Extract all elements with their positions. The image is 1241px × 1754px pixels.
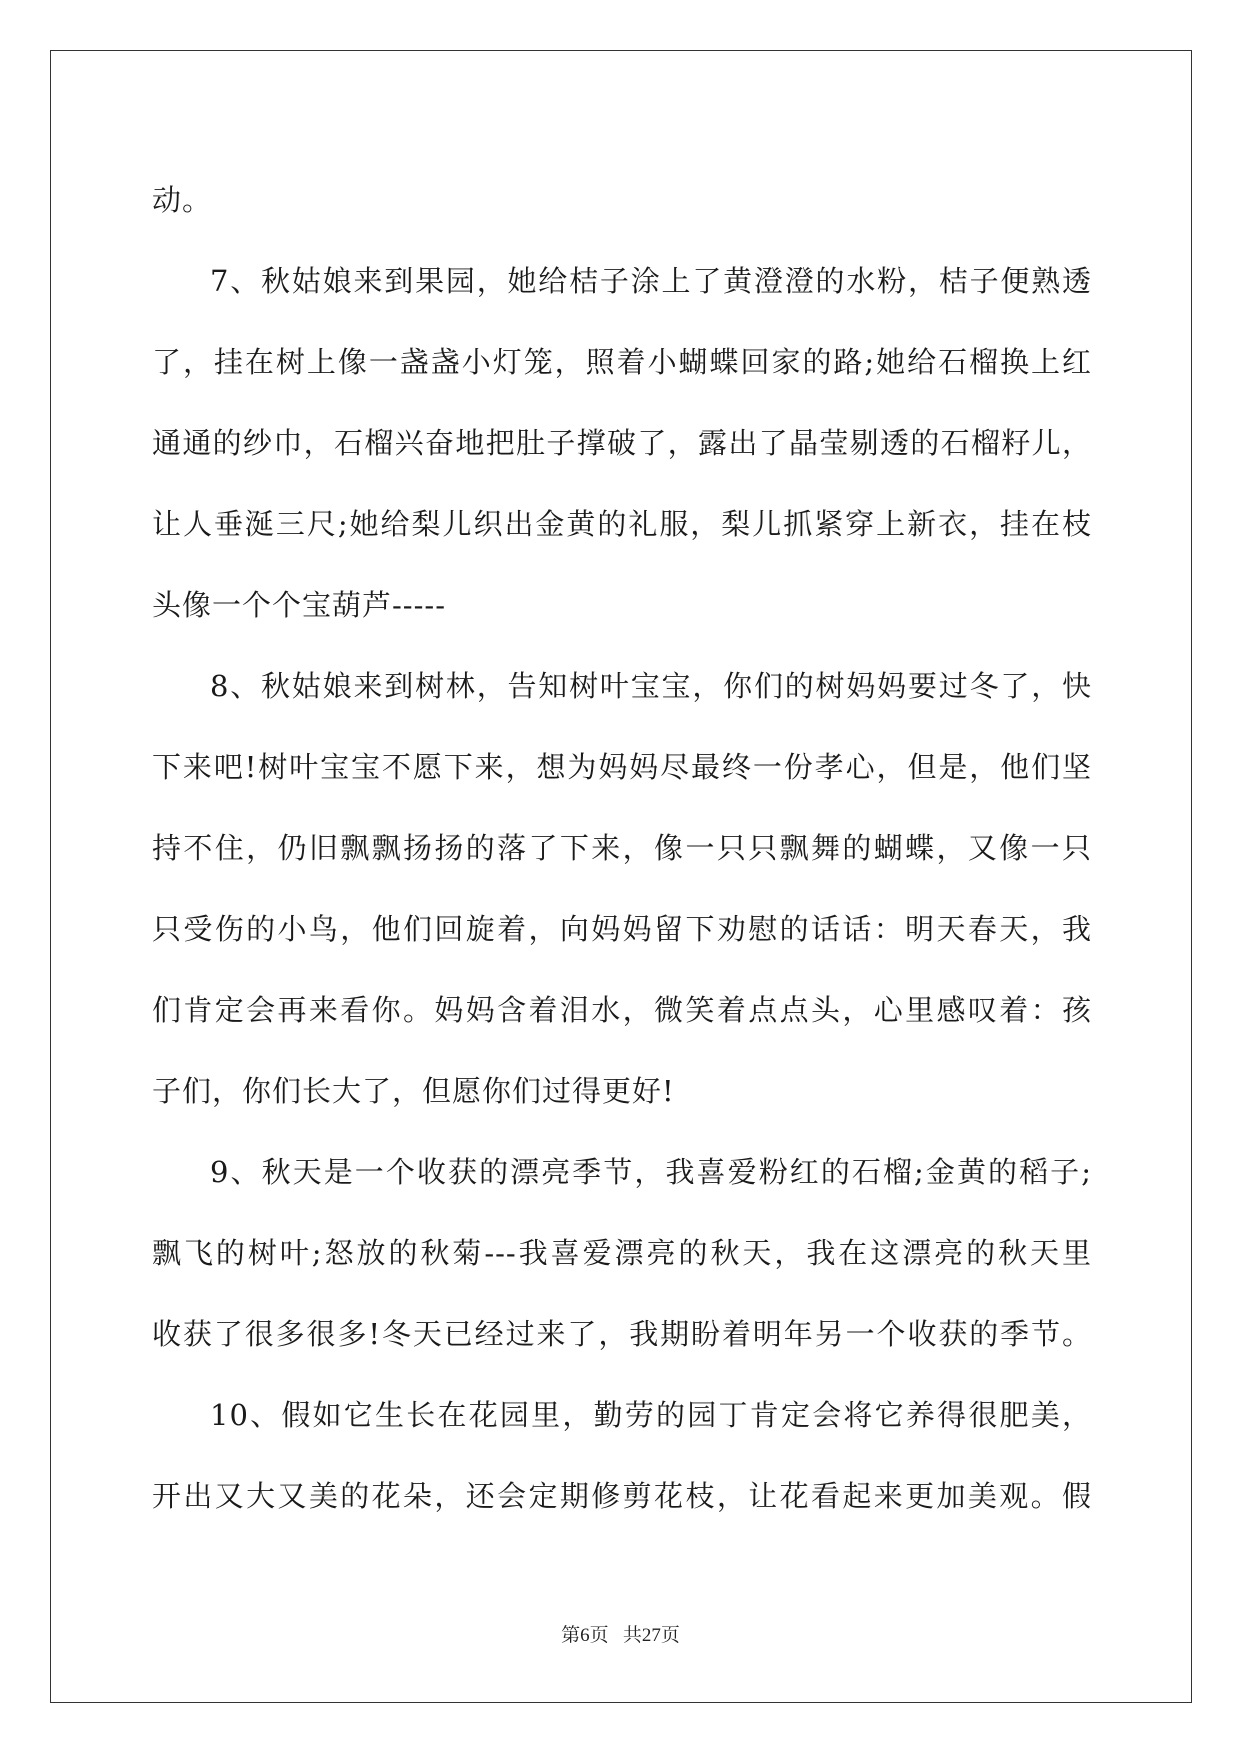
current-page-label: 第6页 xyxy=(561,1625,609,1646)
text-line: 让人垂涎三尺;她给梨儿织出金黄的礼服，梨儿抓紧穿上新衣，挂在枝 xyxy=(152,507,1092,541)
text-line: 动。 xyxy=(152,183,213,217)
text-line: 收获了很多很多!冬天已经过来了，我期盼着明年另一个收获的季节。 xyxy=(152,1317,1092,1351)
text-line: 通通的纱巾，石榴兴奋地把肚子撑破了，露出了晶莹剔透的石榴籽儿， xyxy=(152,426,1092,460)
text-line: 开出又大又美的花朵，还会定期修剪花枝，让花看起来更加美观。假 xyxy=(152,1479,1092,1513)
text-line: 下来吧!树叶宝宝不愿下来，想为妈妈尽最终一份孝心，但是，他们坚 xyxy=(152,750,1092,784)
text-line: 只受伤的小鸟，他们回旋着，向妈妈留下劝慰的话话：明天春天，我 xyxy=(152,912,1092,946)
text-line: 7、秋姑娘来到果园，她给桔子涂上了黄澄澄的水粉，桔子便熟透 xyxy=(210,264,1092,298)
page-footer xyxy=(0,1620,1241,1647)
text-line: 持不住，仍旧飘飘扬扬的落了下来，像一只只飘舞的蝴蝶，又像一只 xyxy=(152,831,1092,865)
document-body xyxy=(152,160,1092,1537)
text-line: 们肯定会再来看你。妈妈含着泪水，微笑着点点头，心里感叹着：孩 xyxy=(152,993,1092,1027)
text-line: 子们，你们长大了，但愿你们过得更好! xyxy=(152,1074,675,1108)
text-line: 飘飞的树叶;怒放的秋菊---我喜爱漂亮的秋天，我在这漂亮的秋天里 xyxy=(152,1236,1092,1270)
text-line: 8、秋姑娘来到树林，告知树叶宝宝，你们的树妈妈要过冬了，快 xyxy=(210,669,1092,703)
text-line: 头像一个个宝葫芦----- xyxy=(152,588,446,622)
total-pages-label: 共27页 xyxy=(622,1625,680,1646)
text-line: 10、假如它生长在花园里，勤劳的园丁肯定会将它养得很肥美， xyxy=(210,1398,1092,1432)
text-line: 9、秋天是一个收获的漂亮季节，我喜爱粉红的石榴;金黄的稻子; xyxy=(210,1155,1092,1189)
text-line: 了，挂在树上像一盏盏小灯笼，照着小蝴蝶回家的路;她给石榴换上红 xyxy=(152,345,1092,379)
